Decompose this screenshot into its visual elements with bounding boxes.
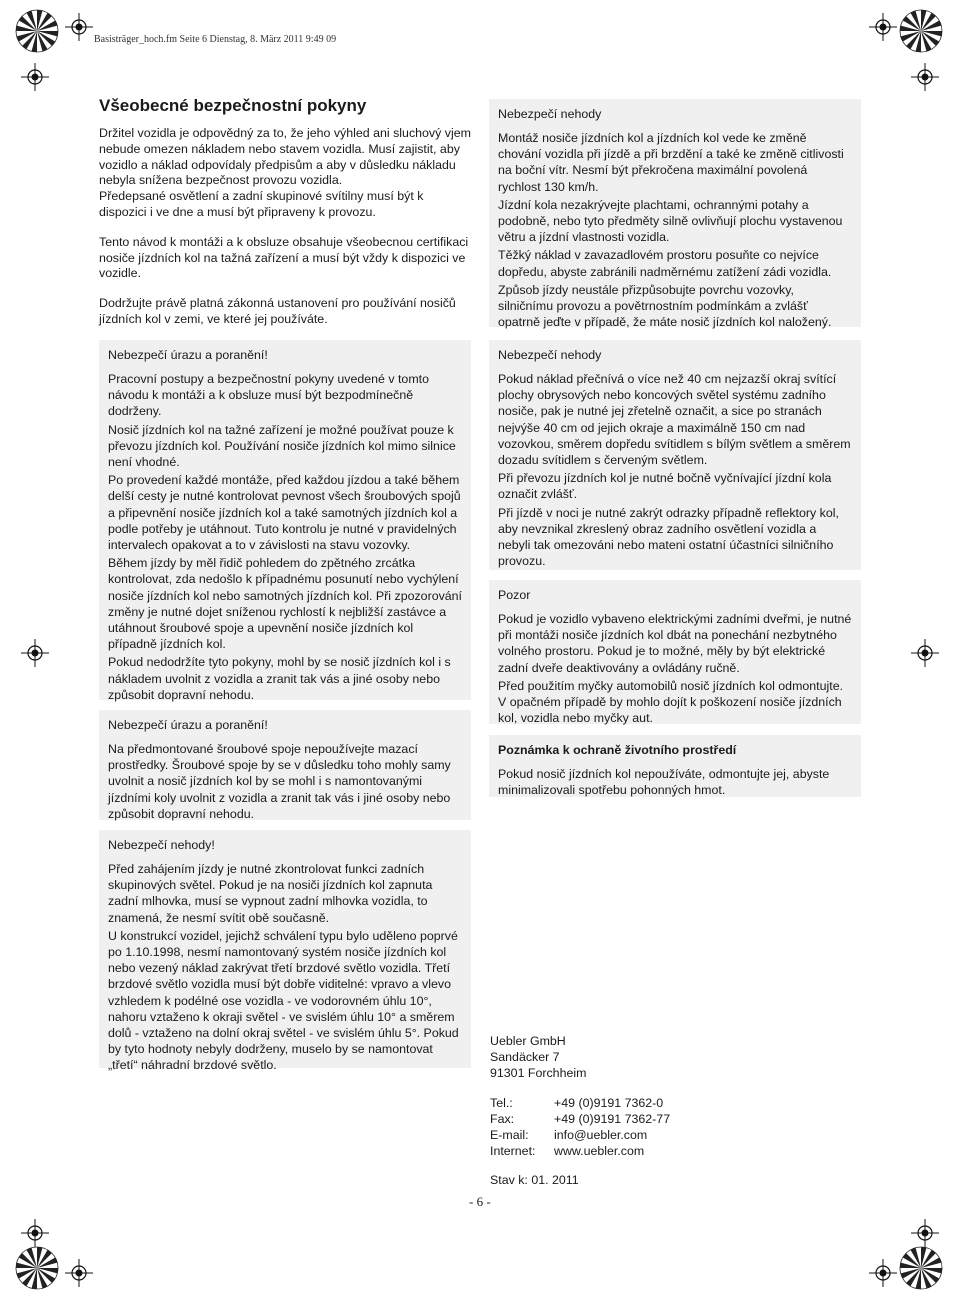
box-paragraph: Při jízdě v noci je nutné zakrýt odrazky případně reflektory kol, aby nevznikal zkreslený obraz zadního osvětlení vozidla a nebyli tak omezováni nebo mateni ostatní účastníci silničního provozu. <box>498 505 839 569</box>
registration-mark-center-left <box>20 638 50 668</box>
intro-paragraph: Dodržujte právě platná zákonná ustanovení pro používání nosičů jízdních kol v zemi, ve které jej používáte. <box>99 296 456 326</box>
box-paragraph: Způsob jízdy neustále přizpůsobujte povrchu vozovky, silničnímu provozu a povětrnostním podmínkám a zvlášť opatrně jeďte v případě, že máte nosič jízdních kol naložený. <box>498 282 832 330</box>
warning-box-accident-2 <box>489 340 861 570</box>
page-title: Všeobecné bezpečnostní pokyny <box>99 96 367 115</box>
contact-phone: +49 (0)9191 7362-0 <box>554 1096 664 1110</box>
caution-box <box>489 580 861 724</box>
box-heading: Nebezpečí nehody! <box>108 838 215 852</box>
contact-label: Tel.: <box>490 1096 513 1110</box>
contact-row <box>490 1111 670 1127</box>
contact-email: info@uebler.com <box>554 1128 648 1142</box>
box-paragraph: Pokud nosič jízdních kol nepoužíváte, odmontujte jej, abyste minimalizovali spotřebu pohonných hmot. <box>498 767 830 798</box>
box-heading: Pozor <box>498 588 531 602</box>
box-paragraph: Pokud nedodržíte tyto pokyny, mohl by se nosič jízdních kol i s nákladem uvolnit z vozidla a zranit tak vás a jiné osoby nebo způsobit dopravní nehodu. <box>108 655 451 702</box>
box-paragraph: Pracovní postupy a bezpečnostní pokyny uvedené v tomto návodu k montáži a k obsluze musí být bezpodmínečně dodrženy. <box>108 372 429 419</box>
box-paragraph: Pokud je vozidlo vybaveno elektrickými zadními dveřmi, je nutné při montáži nosiče jízdních kol dbát na ponechání nezbytného volného prostoru. Pokud je to možné, měly by být elektrické zadní dveře deaktivovány a ovládány ručně. <box>498 612 852 675</box>
warning-box-injury-1 <box>99 340 471 700</box>
company-city: 91301 Forchheim <box>490 1066 587 1080</box>
registration-mark-top-right <box>868 12 898 42</box>
box-paragraph: Při převozu jízdních kol je nutné bočně vyčnívající jízdní kola označit zvlášť. <box>498 471 832 502</box>
contact-info <box>490 1095 670 1159</box>
intro-text <box>99 126 471 328</box>
contact-row <box>490 1095 670 1111</box>
box-heading: Nebezpečí nehody <box>498 348 602 362</box>
box-paragraph: Těžký náklad v zavazadlovém prostoru posuňte co nejvíce dopředu, abyste zabránili nadměrnému zatížení zádi vozidla. <box>498 248 832 279</box>
registration-mark-bottom-left <box>20 1218 50 1248</box>
registration-mark-bottom-right <box>910 1218 940 1248</box>
registration-mark-top-left <box>64 12 94 42</box>
registration-mark-mid-right <box>910 62 940 92</box>
crop-starburst-bottom-right <box>898 1245 944 1291</box>
intro-paragraph: Předepsané osvětlení a zadní skupinové svítilny musí být k dispozici i ve dne a musí být připraveny k provozu. <box>99 189 424 219</box>
box-heading: Nebezpečí úrazu a poranění! <box>108 718 268 732</box>
box-paragraph: Jízdní kola nezakrývejte plachtami, ochrannými potahy a podobně, nebo tyto předměty silně ovlivňují plochu vystavenou větru a jízdní vlastnosti vozidla. <box>498 197 843 245</box>
registration-mark-bottom-center-right <box>868 1258 898 1288</box>
environment-note-box <box>489 735 861 797</box>
document-status: Stav k: 01. 2011 <box>490 1173 579 1187</box>
contact-fax: +49 (0)9191 7362-77 <box>554 1112 671 1126</box>
box-heading: Nebezpečí nehody <box>498 107 602 121</box>
warning-box-accident-1 <box>489 99 861 330</box>
box-paragraph: Na předmontované šroubové spoje nepoužívejte mazací prostředky. Šroubové spoje by se v důsledku toho mohly samy uvolnit a nosič jízdních kol by se mohl i s namontovanými jízdními koly uvolnit z vozidla a zranit tak vás i jiné osoby nebo způsobit dopravní nehodu. <box>108 742 451 821</box>
crop-starburst-bottom-left <box>14 1245 60 1291</box>
contact-row <box>490 1127 670 1143</box>
crop-starburst-top-left <box>14 8 60 54</box>
company-street: Sandäcker 7 <box>490 1050 560 1064</box>
warning-box-accident-3 <box>99 830 471 1073</box>
page-number: - 6 - <box>469 1194 491 1209</box>
box-paragraph: Po provedení každé montáže, před každou jízdou a také během delší cesty je nutné kontrolovat pevnost všech šroubových spojů a připevnění nosiče jízdních kol a také samotných jízdních kol a podle potřeby je utáhnout. Tuto kontrolu je nutné v pravidelných intervalech opakovat a to v závislosti na stavu vozovky. <box>108 473 461 553</box>
box-paragraph: Montáž nosiče jízdních kol a jízdních kol vede ke změně chování vozidla při jízdě a při brzdění a také ke změně citlivosti na boční vítr. Nesmí být překročena maximální povolená rychlost 130 km/h. <box>498 131 844 194</box>
box-paragraph: U konstrukcí vozidel, jejichž schválení typu bylo uděleno poprvé po 1.10.1998, nesmí namontovaný systém nosiče jízdních kol nebo vezený náklad zakrývat třetí brzdové světlo vozidla. Třetí brzdové světlo vozidla musí být dobře viditelné: vpravo a vlevo vzhledem k podélné ose vozidla - ve vodorovném úhlu 10°, nahoru vztaženo k okraji světel - ve svislém úhlu 10° a směrem dolů - vztaženo na dolní okraj světel - ve svislém úhlu 5°. Pokud by tyto hodnoty nebyly dodrženy, muselo by se namontovat „třetí“ náhradní brzdové světlo. <box>108 928 459 1073</box>
contact-label: E-mail: <box>490 1128 529 1142</box>
company-address <box>490 1033 586 1081</box>
registration-mark-center-right <box>910 638 940 668</box>
company-name: Uebler GmbH <box>490 1034 566 1048</box>
print-header: Basisträger_hoch.fm Seite 6 Dienstag, 8. März 2011 9:49 09 <box>94 34 337 45</box>
contact-label: Internet: <box>490 1144 536 1158</box>
registration-mark-bottom-center-left <box>64 1258 94 1288</box>
box-paragraph: Během jízdy by měl řidič pohledem do zpětného zrcátka kontrolovat, zda nedošlo k případnému posunutí nebo vychýlení nosiče jízdních kol nebo samotných jízdních kol. Při zpozorování změny je nutné dojet sníženou rychlostí k nejbližší zastávce a utáhnout šroubové spoje a upevnění nosiče jízdních kol případně jízdních kol. <box>108 556 463 652</box>
box-heading: Poznámka k ochraně životního prostředí <box>498 743 737 757</box>
registration-mark-mid-left <box>20 62 50 92</box>
box-heading: Nebezpečí úrazu a poranění! <box>108 348 268 362</box>
contact-website: www.uebler.com <box>554 1144 645 1158</box>
intro-paragraph: Držitel vozidla je odpovědný za to, že jeho výhled ani sluchový vjem nebude omezen nákladem nebo stavem vozidla. Musí zajistit, aby vozidlo a náklad odpovídaly předpisům a aby v důsledku nákladu nebyla snížena bezpečnost provozu vozidla. <box>99 126 471 188</box>
box-paragraph: Pokud náklad přečnívá o více než 40 cm nejzazší okraj svítící plochy obrysových nebo koncových světel systému zadního nosiče, pak je nutné jej zřetelně označit, a sice po stranách nejvýše 40 cm od jejich okraje a maximálně 150 cm nad vozovkou, směrem dopředu svítidlem s bílým světlem a směrem dozadu svítidlem s červeným světlem. <box>498 372 851 468</box>
contact-row <box>490 1143 670 1159</box>
box-paragraph: Nosič jízdních kol na tažné zařízení je možné používat pouze k převozu jízdních kol. Používání nosiče jízdních kol mimo silnice není vhodné. <box>108 422 456 470</box>
intro-paragraph: Tento návod k montáži a k obsluze obsahuje všeobecnou certifikaci nosiče jízdních kol na tažná zařízení a musí být vždy k dispozici ve vozidle. <box>99 234 469 281</box>
contact-label: Fax: <box>490 1112 515 1126</box>
warning-box-injury-2 <box>99 710 471 820</box>
box-paragraph: Před zahájením jízdy je nutné zkontrolovat funkci zadních skupinových světel. Pokud je na nosiči jízdních kol zapnuta zadní mlhovka, musí se vypnout zadní mlhovka vozidla, to znamená, že nesmí svítit obě současně. <box>108 862 433 925</box>
crop-starburst-top-right <box>898 8 944 54</box>
box-paragraph: Před použitím myčky automobilů nosič jízdních kol odmontujte. V opačném případě by mohlo dojít k poškození nosiče jízdních kol, vozidla nebo myčky aut. <box>498 678 844 726</box>
